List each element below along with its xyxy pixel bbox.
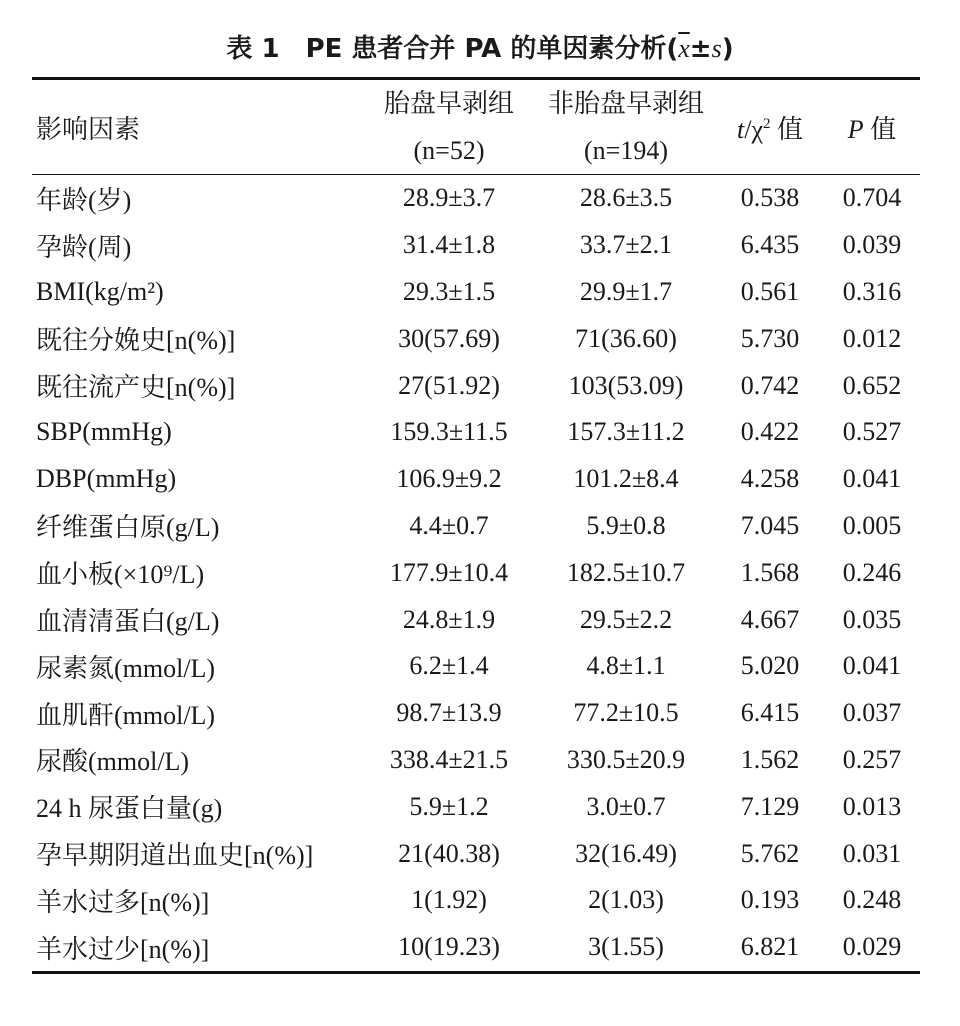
row-group2-value: 29.5±2.2 (579, 604, 673, 634)
row-group1-value: 29.3±1.5 (402, 276, 496, 306)
table-row (32, 737, 920, 784)
row-factor: 羊水过多[n(%)] (36, 887, 210, 917)
mean-symbol: $\overline{x}$ (678, 34, 690, 63)
table-row (32, 222, 920, 269)
table-row (32, 315, 920, 362)
row-group2-value: 182.5±10.7 (566, 557, 686, 587)
row-p-value: 0.041 (842, 651, 902, 681)
table-row (32, 175, 920, 222)
row-group1-value: 1(1.92) (411, 885, 487, 915)
row-test-statistic: 0.538 (740, 183, 800, 213)
row-test-statistic: 0.422 (740, 417, 800, 447)
row-group1-value: 28.9±3.7 (402, 183, 496, 213)
table-row (32, 830, 920, 877)
table-title: 表 1 PE 患者合并 PA 的单因素分析$(\overline{x}\pm s)$ (226, 34, 734, 64)
row-group1-value: 338.4±21.5 (389, 744, 509, 774)
row-factor: DBP(mmHg) (36, 464, 177, 494)
row-group1-value: 21(40.38) (398, 838, 500, 868)
univariate-analysis-table (32, 77, 920, 974)
row-group1-value: 159.3±11.5 (390, 417, 508, 447)
row-test-statistic: 0.742 (740, 370, 800, 400)
row-group1-value: 10(19.23) (398, 932, 500, 962)
row-test-statistic: 0.561 (740, 276, 800, 306)
row-group1-value: 5.9±1.2 (409, 791, 489, 821)
row-test-statistic: 4.667 (740, 604, 800, 634)
header-group2-name: 非胎盘早剥组 (547, 89, 704, 118)
row-group2-value: 77.2±10.5 (573, 698, 679, 728)
row-p-value: 0.039 (842, 230, 902, 260)
row-test-statistic: 0.193 (740, 885, 800, 915)
row-group2-value: 29.9±1.7 (579, 276, 673, 306)
row-factor: 血肌酐(mmol/L) (36, 700, 216, 730)
row-factor: 纤维蛋白原(g/L) (36, 513, 220, 543)
row-p-value: 0.013 (842, 791, 902, 821)
table-row (32, 596, 920, 643)
row-factor: BMI(kg/m²) (36, 276, 164, 306)
table-row (32, 549, 920, 596)
row-group1-value: 31.4±1.8 (402, 230, 496, 260)
table-row (32, 783, 920, 830)
row-p-value: 0.248 (842, 885, 902, 915)
header-p-value: P 值 (824, 79, 920, 175)
row-test-statistic: 4.258 (740, 464, 800, 494)
row-group2-value: 4.8±1.1 (586, 651, 666, 681)
row-group2-value: 330.5±20.9 (566, 744, 686, 774)
row-p-value: 0.652 (842, 370, 902, 400)
row-factor: 尿酸(mmol/L) (36, 747, 190, 777)
row-group1-value: 98.7±13.9 (396, 698, 502, 728)
row-test-statistic: 6.821 (740, 932, 800, 962)
row-group2-value: 33.7±2.1 (579, 230, 673, 260)
row-p-value: 0.037 (842, 698, 902, 728)
row-group2-value: 32(16.49) (575, 838, 677, 868)
row-p-value: 0.005 (842, 510, 902, 540)
row-group1-value: 4.4±0.7 (409, 510, 489, 540)
row-factor: 既往分娩史[n(%)] (36, 326, 236, 356)
row-factor: 孕龄(周) (36, 232, 132, 262)
row-group2-value: 3.0±0.7 (586, 791, 666, 821)
row-group2-value: 28.6±3.5 (579, 183, 673, 213)
row-test-statistic: 5.730 (740, 323, 800, 353)
sd-symbol: s (711, 34, 722, 63)
row-test-statistic: 7.129 (740, 791, 800, 821)
row-factor: 孕早期阴道出血史[n(%)] (36, 841, 314, 871)
row-factor: 血清清蛋白(g/L) (36, 607, 220, 637)
row-test-statistic: 6.435 (740, 230, 800, 260)
table-row (32, 269, 920, 316)
row-factor: SBP(mmHg) (36, 417, 172, 447)
row-p-value: 0.031 (842, 838, 902, 868)
row-group2-value: 2(1.03) (588, 885, 664, 915)
table-header (32, 79, 920, 175)
row-group2-value: 5.9±0.8 (586, 510, 666, 540)
table-row (32, 924, 920, 972)
header-group2-n: (n=194) (536, 127, 716, 175)
row-test-statistic: 5.020 (740, 651, 800, 681)
header-factor: 影响因素 (32, 79, 362, 175)
row-test-statistic: 1.568 (740, 557, 800, 587)
row-group1-value: 27(51.92) (398, 370, 500, 400)
row-test-statistic: 6.415 (740, 698, 800, 728)
row-group1-value: 177.9±10.4 (389, 557, 509, 587)
row-group2-value: 103(53.09) (568, 370, 684, 400)
table-row (32, 409, 920, 456)
row-test-statistic: 7.045 (740, 510, 800, 540)
table-row (32, 643, 920, 690)
row-factor: 既往流产史[n(%)] (36, 373, 236, 403)
row-factor: 尿素氮(mmol/L) (36, 653, 216, 683)
table-row (32, 456, 920, 503)
row-factor: 羊水过少[n(%)] (36, 934, 210, 964)
row-factor: 血小板(×10⁹/L) (36, 560, 205, 590)
row-p-value: 0.029 (842, 932, 902, 962)
row-factor: 年龄(岁) (36, 185, 132, 215)
row-group2-value: 157.3±11.2 (567, 417, 685, 447)
row-test-statistic: 5.762 (740, 838, 800, 868)
header-group1-n: (n=52) (362, 127, 536, 175)
row-group2-value: 3(1.55) (588, 932, 664, 962)
row-group1-value: 30(57.69) (398, 323, 500, 353)
table-row (32, 503, 920, 550)
row-p-value: 0.035 (842, 604, 902, 634)
row-p-value: 0.316 (842, 276, 902, 306)
table-row (32, 690, 920, 737)
row-p-value: 0.246 (842, 557, 902, 587)
row-p-value: 0.257 (842, 744, 902, 774)
row-p-value: 0.704 (842, 183, 902, 213)
row-group2-value: 71(36.60) (575, 323, 677, 353)
row-test-statistic: 1.562 (740, 744, 800, 774)
row-group1-value: 106.9±9.2 (396, 464, 502, 494)
header-test-statistic: $t/\chi^2$ 值 (716, 79, 824, 175)
header-group1-name: 胎盘早剥组 (383, 89, 514, 118)
row-group2-value: 101.2±8.4 (573, 464, 679, 494)
row-group1-value: 24.8±1.9 (402, 604, 496, 634)
row-p-value: 0.527 (842, 417, 902, 447)
table-body (32, 175, 920, 973)
table-row (32, 362, 920, 409)
row-p-value: 0.012 (842, 323, 902, 353)
row-factor: 24 h 尿蛋白量(g) (36, 794, 223, 824)
row-group1-value: 6.2±1.4 (409, 651, 489, 681)
row-p-value: 0.041 (842, 464, 902, 494)
table-row (32, 877, 920, 924)
